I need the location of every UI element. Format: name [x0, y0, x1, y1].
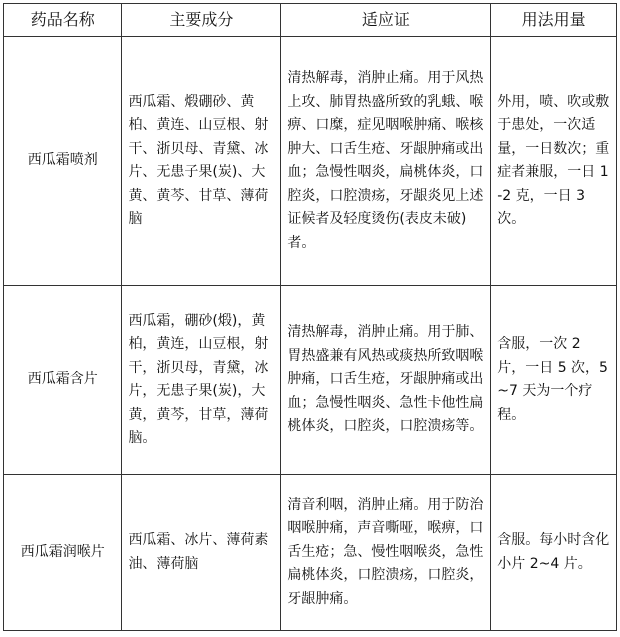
header-usage: 用法用量	[491, 4, 617, 37]
drug-name-cell: 西瓜霜润喉片	[4, 475, 122, 631]
header-indications: 适应证	[281, 4, 491, 37]
table-row	[4, 286, 617, 475]
header-drug-name: 药品名称	[4, 4, 122, 37]
table-row	[4, 475, 617, 631]
indications-cell: 清热解毒，消肿止痛。用于风热上攻、肺胃热盛所致的乳蛾、喉痹、口糜，症见咽喉肿痛、喉核肿大、口舌生疮、牙龈肿痛或出血；急慢性咽炎，扁桃体炎，口腔炎，口腔溃疡，牙龈炎见上述证候者及轻度烫伤(表皮未破)者。	[281, 37, 491, 286]
header-row	[4, 4, 617, 37]
table-row	[4, 37, 617, 286]
header-ingredients: 主要成分	[122, 4, 281, 37]
usage-cell: 含服，一次 2 片，一日 5 次，5~7 天为一个疗程。	[491, 286, 617, 475]
ingredients-cell: 西瓜霜、冰片、薄荷素油、薄荷脑	[122, 475, 281, 631]
indications-cell: 清热解毒，消肿止痛。用于肺、胃热盛兼有风热或痰热所致咽喉肿痛，口舌生疮，牙龈肿痛或出血；急慢性咽炎、急性卡他性扁桃体炎，口腔炎，口腔溃疡等。	[281, 286, 491, 475]
drug-name-cell: 西瓜霜喷剂	[4, 37, 122, 286]
ingredients-cell: 西瓜霜、煅硼砂、黄柏、黄连、山豆根、射干、浙贝母、青黛、冰片、无患子果(炭)、大黄、黄芩、甘草、薄荷脑	[122, 37, 281, 286]
drug-table	[3, 3, 617, 631]
drug-name-cell: 西瓜霜含片	[4, 286, 122, 475]
usage-cell: 外用，喷、吹或敷于患处，一次适量，一日数次；重症者兼服，一日 1-2 克，一日 3 次。	[491, 37, 617, 286]
indications-cell: 清音利咽，消肿止痛。用于防治咽喉肿痛，声音嘶哑，喉痹，口舌生疮；急、慢性咽喉炎，急性扁桃体炎，口腔溃疡，口腔炎，牙龈肿痛。	[281, 475, 491, 631]
usage-cell: 含服。每小时含化小片 2~4 片。	[491, 475, 617, 631]
ingredients-cell: 西瓜霜，硼砂(煅)，黄柏，黄连，山豆根，射干，浙贝母，青黛，冰片，无患子果(炭)，大黄，黄芩，甘草，薄荷脑。	[122, 286, 281, 475]
